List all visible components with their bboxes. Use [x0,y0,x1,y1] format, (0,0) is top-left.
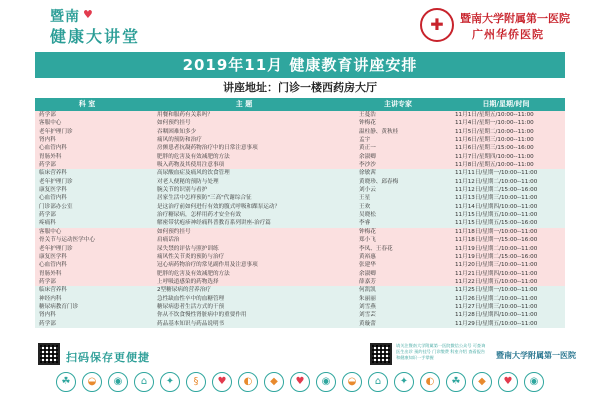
tooth-icon: ⌂ [134,372,154,392]
venue-address: 讲座地址：门诊一楼西药房大厅 [223,81,377,94]
cell-department: 药学部 [39,112,56,118]
cell-department: 药学部 [39,320,56,327]
hospital-logo [420,6,590,46]
cell-datetime: 11月25日/星期一/10:00--11:00 [455,287,538,294]
qr-description: 请关注暨南大学附属第一医院微信公众号 可查询医生出诊 预约挂号 门诊缴费 科室介绍 查看报告 和健康知识一手掌握 [396,343,486,360]
cell-speaker: 朱丽丽 [359,295,376,302]
heart-icon: ♥ [212,372,232,392]
cell-department: 骨关节与运动医学中心 [39,237,95,244]
cell-department: 康复医学科 [39,187,67,194]
cell-datetime: 11月28日/星期四/10:00--11:00 [455,312,538,319]
cell-speaker: 刘雪燕 [359,303,376,310]
cell-department: 老年护理门诊 [39,178,73,185]
header-department: 科 室 [78,100,96,108]
cell-department: 胃肠外科 [39,270,62,277]
cell-topic: 冠心病药物治疗的常见副作用及注意事项 [157,262,258,269]
table-row [35,245,565,253]
cell-topic: 高尿酸血症及痛风的饮食管理 [157,170,230,177]
hospital-subname: 广州华侨医院 [472,28,544,41]
cell-department: 药学部 [39,162,56,169]
eye-icon: ◉ [108,372,128,392]
cell-department: 药学部 [39,212,56,219]
table-row [35,203,565,211]
cell-datetime: 11月29日/星期五/10:00--11:00 [455,320,538,327]
cell-topic: 吞咽困难知多少 [157,128,197,135]
cell-department: 心血管内科 [39,145,67,152]
cell-speaker: 薛嘉芳 [359,278,376,285]
hospital-emblem-icon: ✚ [420,8,454,42]
table-row [35,278,565,286]
cell-speaker: 张建华 [359,262,376,269]
cell-speaker: 钟梅花 [359,120,376,127]
table-row [35,161,565,169]
schedule-table [35,98,565,328]
table-header [35,98,565,111]
cell-speaker: 孟宇 [359,137,371,144]
cell-datetime: 11月27日/星期三/10:00--11:00 [455,303,538,310]
cell-speaker: 刘雪芸 [359,312,376,319]
liver-icon: ◆ [472,372,492,392]
table-row [35,178,565,186]
heart-icon: ♥ [290,372,310,392]
table-row [35,119,565,127]
cell-speaker: 何凯凯 [359,287,376,294]
table-row [35,153,565,161]
brand-logo [50,6,140,47]
cell-department: 门诊部办公室 [39,203,73,210]
table-row [35,128,565,136]
table-row [35,311,565,319]
table-body [35,111,565,328]
stomach-icon: ◒ [82,372,102,392]
organ-icon-row [0,372,600,402]
cell-topic: 肩痛话治 [157,237,180,244]
header-datetime: 日期/星期/时间 [482,100,530,108]
cell-department: 老年护理门诊 [39,245,73,252]
cell-datetime: 11月8日/星期五/10:00--11:00 [455,162,534,169]
cell-topic: 急性缺血性卒中的血糖管理 [157,295,225,302]
table-row [35,253,565,261]
cell-topic: 对老人便秘的预防与处理 [157,178,219,185]
cell-topic: 如何预约挂号 [157,120,191,127]
tooth-icon: ⌂ [368,372,388,392]
cell-topic: 药品基本知识与药品说明书 [157,320,225,327]
cell-datetime: 11月18日/星期一/10:00--11:00 [455,228,538,235]
header-topic: 主 题 [235,100,253,108]
cell-department: 糖尿病教育门诊 [39,303,79,310]
cell-department: 胃肠外科 [39,153,62,160]
page-title: 2019年11月 健康教育讲座安排 [35,52,565,78]
cell-datetime: 11月19日/星期二/10:00--11:00 [455,245,538,252]
cell-department: 临床营养科 [39,287,67,294]
table-row [35,236,565,244]
lungs-icon: ☘ [56,372,76,392]
bone-icon: ✦ [160,372,180,392]
lungs-icon: ☘ [446,372,466,392]
cell-department: 临床营养科 [39,170,67,177]
cell-speaker: 王星 [359,195,371,202]
stomach-icon: ◒ [342,372,362,392]
table-row [35,295,565,303]
heart-icon: ♥ [83,8,93,21]
cell-topic: 如何预约挂号 [157,228,191,235]
header-speaker: 主讲专家 [384,100,412,108]
hospital-name: 暨南大学附属第一医院 [460,12,570,25]
cell-department: 心血管内科 [39,262,67,269]
intestine-icon: § [186,372,206,392]
cell-datetime: 11月13日/星期三/10:00--11:00 [455,195,538,202]
cell-speaker: 黄正一 [359,145,376,152]
cell-department: 心血管内科 [39,195,67,202]
cell-topic: 痛风的预防和治疗 [157,137,202,144]
cell-speaker: 黄裕惠 [359,253,376,260]
table-row [35,228,565,236]
cell-topic: 糖尿病患者生活方式的干预 [157,303,225,310]
cell-speaker: 吴晓松 [359,212,376,219]
table-row [35,194,565,202]
table-row [35,320,565,328]
brand-line2: 健康大讲堂 [50,27,141,46]
table-row [35,169,565,177]
cell-department: 肾内科 [39,312,56,319]
cell-speaker: 王欢 [359,203,371,210]
cell-speaker: 温柱静、黄秋桂 [359,128,399,135]
cell-topic: 尿失禁的评估与照护训练 [157,245,219,252]
table-row [35,270,565,278]
cell-datetime: 11月20日/星期三/10:00--11:00 [455,262,538,269]
cell-speaker: 王蔓浩 [359,112,376,118]
cell-speaker: 郑小飞 [359,237,376,244]
cell-speaker: 钟梅花 [359,228,376,235]
cell-speaker: 李睿 [359,220,371,227]
cell-topic: 居家生活中怎样预防"三高"代谢综合征 [157,195,252,202]
cell-topic: 腕关节的识别与看护 [157,187,208,194]
eye-icon: ◉ [524,372,544,392]
qr-code-left [38,343,60,365]
cell-speaker: 刘小云 [359,187,376,194]
eye-icon: ◉ [316,372,336,392]
cell-department: 神经内科 [39,295,62,302]
cell-topic: 肥胖的危害及有效减肥的方法 [157,153,230,160]
cell-datetime: 11月5日/星期二/10:00--11:00 [455,128,534,135]
cell-datetime: 11月15日/星期五/10:00--11:00 [455,212,538,219]
cell-speaker: 黄璇蕾 [359,320,376,327]
cell-department: 康复医学科 [39,253,67,260]
table-row [35,219,565,227]
kidney-icon: ◐ [238,372,258,392]
cell-datetime: 11月6日/星期三/15:00--16:00 [455,145,534,152]
cell-topic: 肥胖的危害及有效减肥的方法 [157,270,230,277]
cell-datetime: 11月19日/星期二/15:00--16:00 [455,253,538,260]
cell-department: 疼痛科 [39,220,56,227]
cell-datetime: 11月4日/星期一/10:00--11:00 [455,120,534,127]
cell-datetime: 11月21日/星期四/10:00--11:00 [455,270,538,277]
table-row [35,136,565,144]
heart-icon: ♥ [498,372,518,392]
cell-speaker: 余淑卿 [359,270,376,277]
qr-code-right [370,343,392,365]
cell-topic: 2型糖尿病的营养治疗 [157,287,211,294]
cell-department: 药学部 [39,278,56,285]
cell-datetime: 11月15日/星期五/15:00--16:00 [455,220,538,227]
table-row [35,186,565,194]
cell-datetime: 11月18日/星期一/15:00--16:00 [455,237,538,244]
cell-topic: 你从不饮食慢性肾脏病中的重要作用 [157,312,247,319]
cell-datetime: 11月12日/星期二/15:00--16:00 [455,187,538,194]
cell-topic: 治疗糖尿病，怎样用药才安全有效 [157,212,241,219]
table-row [35,144,565,152]
cell-topic: 房颤患者抗凝药物治疗中的日常注意事项 [157,145,258,152]
table-row [35,111,565,119]
footer-hospital-name: 暨南大学附属第一医院 [496,351,576,360]
cell-topic: 解密带状疱疹神经痛科普教育系列讲座-治疗篇 [157,220,271,227]
cell-datetime: 11月7日/星期四/10:00--11:00 [455,153,534,160]
table-row [35,303,565,311]
brand-line1: 暨南 [50,9,80,25]
cell-datetime: 11月6日/星期三/10:00--11:00 [455,137,534,144]
cell-datetime: 11月14日/星期四/10:00--11:00 [455,203,538,210]
cell-datetime: 11月11日/星期一/10:00--11:00 [455,170,538,177]
bone-icon: ✦ [394,372,414,392]
cell-department: 客服中心 [39,120,62,127]
cell-topic: 上呼吸道感染的药物选择 [157,278,219,285]
cell-datetime: 11月1日/星期五/10:00--11:00 [455,112,534,118]
cell-speaker: 徐敏茜 [359,170,376,177]
cell-speaker: 李沙沙 [359,162,376,169]
cell-topic: 吸入药物及其使用注意事项 [157,162,225,169]
cell-datetime: 11月26日/星期二/10:00--11:00 [455,295,538,302]
table-row [35,261,565,269]
cell-topic: 用餐和服药有关系吗？ [157,112,213,118]
cell-department: 肾内科 [39,137,56,144]
header [0,0,600,52]
table-row [35,211,565,219]
cell-speaker: 黄晓珍、邱春梅 [359,178,399,185]
cell-topic: 是这治疗前如何进行有效的腹式呼吸和踝泵运动？ [157,203,281,210]
cell-speaker: 余淑卿 [359,153,376,160]
cell-department: 客服中心 [39,228,62,235]
cell-speaker: 李凤、王春花 [359,245,393,252]
cell-department: 老年护理门诊 [39,128,73,135]
table-row [35,286,565,294]
kidney-icon: ◐ [420,372,440,392]
liver-icon: ◆ [264,372,284,392]
cell-topic: 痛风性关节炎的预防与治疗 [157,253,225,260]
cell-datetime: 11月12日/星期二/10:00--11:00 [455,178,538,185]
tagline: 扫码保存更便捷 [66,351,150,364]
cell-datetime: 11月22日/星期五/10:00--11:00 [455,278,538,285]
